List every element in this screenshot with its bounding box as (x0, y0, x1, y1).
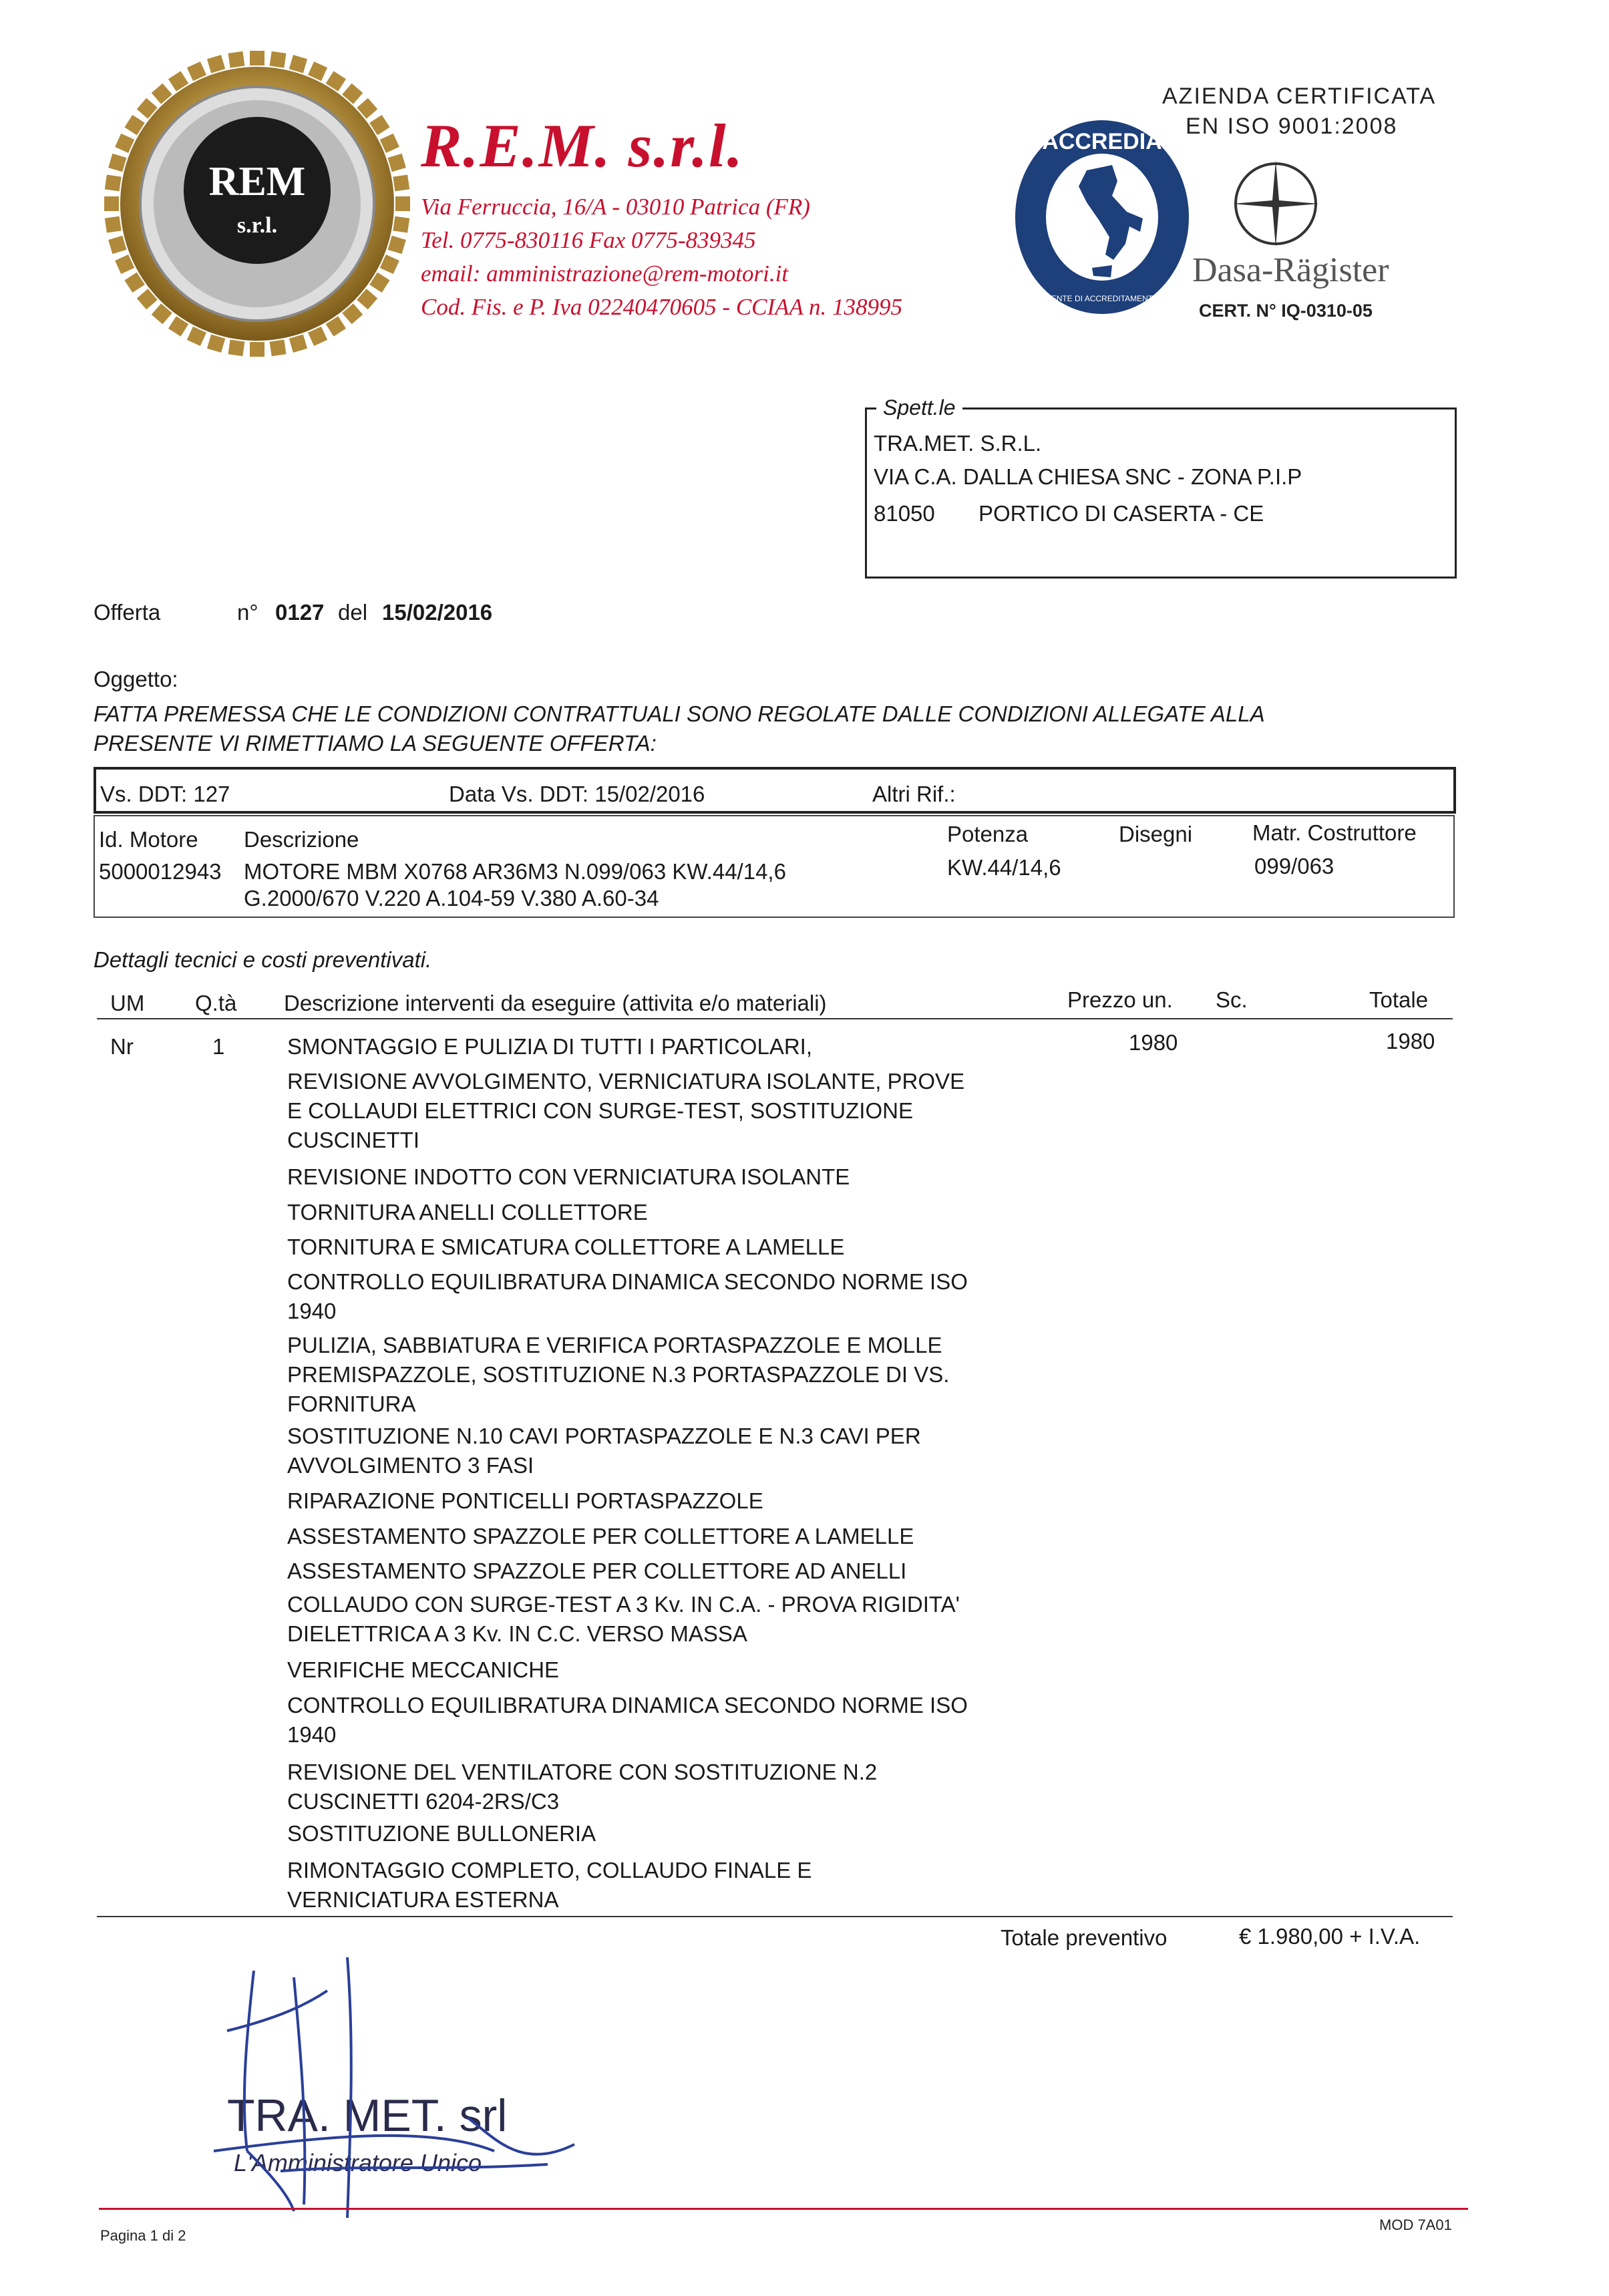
description-header: Descrizione interventi da eseguire (attivita e/o materiali) (284, 991, 827, 1015)
work-item (287, 1267, 968, 1326)
work-item (287, 1522, 914, 1551)
row-um: Nr (110, 1034, 134, 1059)
work-item (287, 1067, 964, 1155)
unit-price-header: Prezzo un. (1067, 987, 1173, 1012)
recipient-name: TRA.MET. S.R.L. (874, 431, 1042, 456)
offer-date: 15/02/2016 (382, 600, 493, 625)
work-item-line: DIELETTRICA A 3 Kv. IN C.C. VERSO MASSA (287, 1621, 747, 1646)
work-item-line: CONTROLLO EQUILIBRATURA DINAMICA SECONDO NORME ISO (287, 1693, 968, 1717)
accredia-seal (1012, 117, 1192, 317)
um-header: UM (110, 991, 145, 1015)
motor-power: KW.44/14,6 (947, 855, 1061, 880)
work-item-line: 1940 (287, 1299, 337, 1323)
row-qty: 1 (212, 1034, 225, 1059)
accredia-subtext: L'ENTE DI ACCREDITAMENTO (1045, 294, 1159, 303)
work-item (287, 1233, 844, 1262)
accredia-text: ACCREDIA (1042, 129, 1162, 154)
work-item-line: FORNITURA (287, 1391, 416, 1416)
details-title: Dettagli tecnici e costi preventivati. (94, 947, 432, 972)
handwritten-signature (214, 1957, 574, 2218)
work-item-line: 1940 (287, 1722, 337, 1747)
work-item (287, 1198, 648, 1227)
work-item-line: COLLAUDO CON SURGE-TEST A 3 Kv. IN C.A. - PROVA RIGIDITA' (287, 1592, 960, 1617)
company-tax-id: Cod. Fis. e P. Iva 02240470605 - CCIAA n. 138995 (421, 294, 903, 320)
form-code: MOD 7A01 (1379, 2217, 1452, 2233)
recipient-caption: Spett.le (876, 395, 962, 420)
company-logo (100, 47, 414, 361)
iso-standard: EN ISO 9001:2008 (1186, 114, 1398, 139)
premise-line-2: PRESENTE VI RIMETTIAMO LA SEGUENTE OFFERTA: (94, 731, 657, 756)
work-item (287, 1422, 921, 1480)
work-item-line: VERIFICHE MECCANICHE (287, 1657, 560, 1682)
page-number: Pagina 1 di 2 (100, 2227, 186, 2244)
offer-label: Offerta (94, 600, 161, 625)
ddt-number: Vs. DDT: 127 (100, 782, 230, 806)
motor-description-line-2: G.2000/670 V.220 A.104-59 V.380 A.60-34 (244, 886, 659, 911)
work-item-line: PREMISPAZZOLE, SOSTITUZIONE N.3 PORTASPAZZOLE DI VS. (287, 1362, 950, 1387)
work-item-line: AVVOLGIMENTO 3 FASI (287, 1453, 534, 1478)
qty-header: Q.tà (195, 991, 237, 1015)
row-unit-price: 1980 (1129, 1030, 1178, 1055)
motor-id-header: Id. Motore (99, 827, 198, 852)
work-item-line: CUSCINETTI (287, 1128, 419, 1152)
recipient-postcode: 81050 (874, 501, 935, 526)
recipient-street: VIA C.A. DALLA CHIESA SNC - ZONA P.I.P (874, 464, 1302, 489)
work-item-line: SOSTITUZIONE BULLONERIA (287, 1821, 596, 1846)
work-item-line: PULIZIA, SABBIATURA E VERIFICA PORTASPAZZOLE E MOLLE (287, 1333, 942, 1357)
offer-date-prefix: del (338, 600, 368, 625)
header-divider (97, 1018, 1453, 1019)
references-box (94, 767, 1456, 814)
work-item (287, 1032, 812, 1061)
work-item (287, 1162, 850, 1192)
work-item-line: RIMONTAGGIO COMPLETO, COLLAUDO FINALE E (287, 1858, 812, 1882)
signature-stamp (147, 1951, 641, 2218)
motor-id: 5000012943 (99, 859, 222, 884)
offer-number: 0127 (275, 600, 325, 625)
motor-description-header: Descrizione (244, 827, 359, 852)
subject-label: Oggetto: (94, 667, 178, 691)
work-item (287, 1856, 812, 1915)
motor-serial-header: Matr. Costruttore (1252, 820, 1417, 845)
recipient-city: PORTICO DI CASERTA - CE (978, 501, 1264, 526)
footer-rule (99, 2208, 1468, 2210)
certification-title: AZIENDA CERTIFICATA (1162, 84, 1437, 109)
total-estimate-value: € 1.980,00 + I.V.A. (1239, 1924, 1421, 1949)
certificate-number: CERT. N° IQ-0310-05 (1199, 301, 1373, 321)
work-item-line: ASSESTAMENTO SPAZZOLE PER COLLETTORE AD ANELLI (287, 1559, 907, 1583)
work-item (287, 1590, 960, 1649)
motor-drawings-header: Disegni (1119, 822, 1193, 846)
motor-description-line-1: MOTORE MBM X0768 AR36M3 N.099/063 KW.44/14,6 (244, 859, 786, 884)
discount-header: Sc. (1216, 987, 1248, 1012)
stamp-role: L'Amministratore Unico (234, 2149, 482, 2176)
work-item (287, 1691, 968, 1750)
work-item-line: VERNICIATURA ESTERNA (287, 1887, 559, 1912)
certifier-name: Dasa-Rägister (1192, 251, 1389, 289)
work-item (287, 1655, 559, 1685)
company-name: R.E.M. s.r.l. (421, 112, 744, 180)
work-item-line: SMONTAGGIO E PULIZIA DI TUTTI I PARTICOLARI, (287, 1034, 813, 1059)
motor-serial: 099/063 (1254, 854, 1334, 878)
row-total: 1980 (1386, 1029, 1435, 1053)
work-item (287, 1486, 763, 1516)
ddt-date: Data Vs. DDT: 15/02/2016 (449, 782, 705, 806)
work-item (287, 1819, 596, 1848)
total-estimate-label: Totale preventivo (1001, 1925, 1168, 1950)
company-email: email: amministrazione@rem-motori.it (421, 261, 789, 287)
work-item-line: REVISIONE DEL VENTILATORE CON SOSTITUZIONE N.2 (287, 1760, 878, 1784)
work-item (287, 1556, 906, 1586)
premise-line-1: FATTA PREMESSA CHE LE CONDIZIONI CONTRATTUALI SONO REGOLATE DALLE CONDIZIONI ALLEGATE ALLA (94, 701, 1265, 726)
logo-subtext: s.r.l. (236, 213, 278, 238)
work-item-line: TORNITURA ANELLI COLLETTORE (287, 1200, 648, 1224)
work-item (287, 1758, 877, 1816)
offer-number-prefix: n° (237, 600, 258, 625)
items-divider (97, 1916, 1453, 1917)
company-phone-fax: Tel. 0775-830116 Fax 0775-839345 (421, 227, 756, 253)
company-address: Via Ferruccia, 16/A - 03010 Patrica (FR) (421, 194, 810, 220)
other-references: Altri Rif.: (872, 782, 956, 806)
total-header: Totale (1369, 987, 1429, 1012)
stamp-company: TRA. MET. srl (227, 2090, 508, 2141)
compass-star-icon (1226, 154, 1326, 254)
work-item-line: CONTROLLO EQUILIBRATURA DINAMICA SECONDO NORME ISO (287, 1269, 968, 1294)
work-item (287, 1331, 949, 1419)
logo-text: REM (208, 159, 306, 204)
work-item-line: RIPARAZIONE PONTICELLI PORTASPAZZOLE (287, 1488, 763, 1513)
motor-power-header: Potenza (947, 822, 1029, 846)
work-item-line: REVISIONE AVVOLGIMENTO, VERNICIATURA ISOLANTE, PROVE (287, 1069, 965, 1094)
work-item-line: ASSESTAMENTO SPAZZOLE PER COLLETTORE A LAMELLE (287, 1524, 914, 1548)
work-item-line: SOSTITUZIONE N.10 CAVI PORTASPAZZOLE E N.3 CAVI PER (287, 1424, 921, 1448)
work-item-line: REVISIONE INDOTTO CON VERNICIATURA ISOLANTE (287, 1164, 850, 1189)
work-item-line: CUSCINETTI 6204-2RS/C3 (287, 1789, 560, 1814)
work-item-line: E COLLAUDI ELETTRICI CON SURGE-TEST, SOSTITUZIONE (287, 1098, 913, 1123)
work-item-line: TORNITURA E SMICATURA COLLETTORE A LAMELLE (287, 1235, 845, 1259)
